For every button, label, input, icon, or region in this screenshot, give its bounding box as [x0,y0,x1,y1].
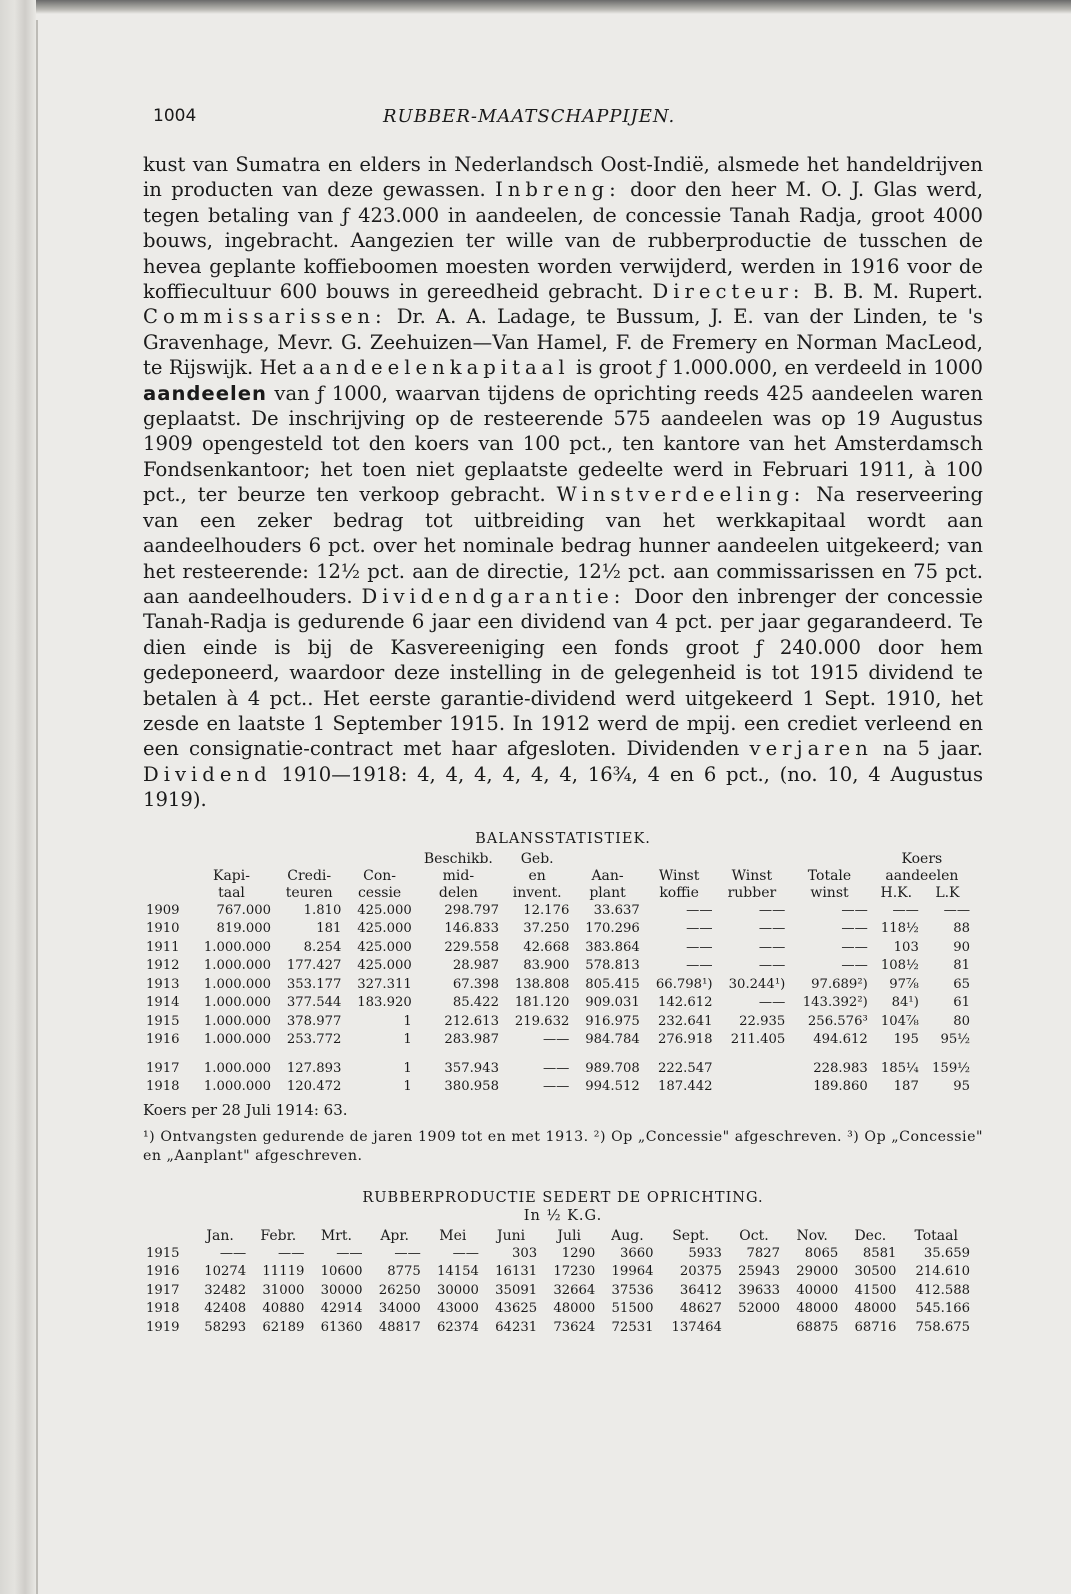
table-cell: 29000 [796,1264,839,1280]
row-year: 1913 [146,976,180,992]
table-cell: 185¼ [880,1060,919,1076]
column-header: Koers [901,850,943,867]
column-header: winst [810,884,849,901]
scan-binding-edge [0,0,36,1594]
row-year: 1918 [146,1079,180,1095]
table-cell: 1.000.000 [203,1032,271,1048]
table-cell: 43625 [495,1301,538,1317]
table-cell: 97.689²) [811,976,868,992]
row-year: 1912 [146,958,180,974]
row-year: 1915 [146,1245,180,1261]
scan-binding-line [36,20,38,1594]
table-cell: 85.422 [452,995,499,1011]
column-header: Sept. [672,1227,710,1244]
spaced-heading-dividend: Dividend [143,762,272,786]
table-cell: 52000 [738,1301,781,1317]
table-cell: 1 [403,1079,412,1095]
table-cell: 8.254 [303,939,342,955]
table-cell: 30500 [854,1264,897,1280]
page-number: 1004 [153,106,197,126]
table-cell: 120.472 [286,1079,342,1095]
table-cell: —— [278,1245,305,1261]
column-header [344,851,414,868]
column-header: mid- [442,867,475,884]
table-cell: 170.296 [585,921,640,937]
table-cell: 80 [953,1013,970,1029]
table-cell: 380.958 [444,1079,499,1095]
table-cell: 65 [953,976,970,992]
table-cell: 229.558 [444,939,499,955]
table-cell: 39633 [738,1282,781,1298]
table-cell: 327.311 [357,976,412,992]
table-cell: 1.000.000 [203,939,271,955]
column-header [143,851,189,868]
balans-title: BALANSSTATISTIEK. [475,830,651,847]
row-year: 1917 [146,1282,180,1298]
table-cell: 35091 [495,1282,538,1298]
row-year: 1911 [146,939,180,955]
table-row [143,1245,973,1264]
table-cell: 425.000 [357,958,412,974]
table-cell: 183.920 [357,995,412,1011]
table-cell: 48000 [553,1301,596,1317]
spaced-heading-kapitaal: aandeelenkapitaal [302,356,570,380]
table-cell: 8775 [387,1264,421,1280]
table-row [143,1263,973,1282]
table-cell: 42.668 [523,939,570,955]
column-header: delen [438,884,478,901]
table-row [143,1282,973,1301]
table-cell: —— [336,1245,363,1261]
column-header: Aan- [591,867,624,884]
table-cell: 95½ [940,1032,970,1048]
table-cell: 48000 [796,1301,839,1317]
productie-title: RUBBERPRODUCTIE SEDERT DE OPRICHTING. [362,1189,764,1206]
column-header: L.K [935,884,960,901]
table-cell: 146.833 [444,921,499,937]
table-cell: 88 [953,921,970,937]
table-cell: 159½ [932,1060,970,1076]
table-row [143,902,973,921]
productie-table [143,1228,973,1338]
table-cell: —— [686,939,713,955]
table-cell: 33.637 [593,902,640,918]
table-row [143,976,973,995]
table-cell: 1.000.000 [203,1060,271,1076]
column-header: teuren [285,884,333,901]
header-row [143,885,973,902]
table-row [143,1031,973,1050]
productie-unit: In ½ K.G. [523,1207,603,1224]
spaced-heading-inbreng: Inbreng: [495,178,621,202]
spaced-heading-winstverdeeling: Winstverdeeling: [556,483,806,507]
text-segment: is groot ƒ 1.000.000, en verdeeld in 1000 [575,356,983,380]
table-cell: 1.000.000 [203,1013,271,1029]
column-header: Mrt. [320,1227,353,1244]
table-cell: 8065 [804,1245,839,1261]
table-cell: 81 [953,958,970,974]
column-header: taal [218,884,245,901]
table-cell: 58293 [204,1319,247,1335]
table-cell: 40000 [796,1282,839,1298]
spaced-heading-commissarissen: Commissarissen: [143,305,387,329]
table-cell: 189.860 [813,1079,868,1095]
table-cell: —— [758,921,786,937]
table-cell: 31000 [262,1282,305,1298]
table-cell: 187 [893,1079,919,1095]
table-cell: 228.983 [813,1060,868,1076]
text-segment: van ƒ 1000, waarvan tijdens de oprichting reeds 425 aandeelen waren geplaatst. De inschrijving op de resteerende 575 aandeelen was op 19 Augustus 1909 opengesteld tot den koers van 100 pct., ten kantore van het Amsterdamsch Fondsenkantoor; het toen niet geplaatste gedeelte werd in Februari 1911, à 100 pct., ter beurze ten verkoop gebracht. [143,381,983,507]
table-cell: 5933 [688,1245,722,1261]
table-cell: 19964 [611,1264,654,1280]
column-header [143,885,189,902]
column-header [189,851,274,868]
row-gap [143,1050,973,1060]
row-year: 1916 [146,1032,180,1048]
spaced-heading-dividendgarantie: Dividendgarantie: [361,584,626,608]
table-cell: 12.176 [523,902,570,918]
text-segment: Door den inbrenger der concessie Tanah-Radja is gedurende 6 jaar een dividend van 4 pct. per jaar gegarandeerd. Te dien einde is bij de Kasvereeniging een fonds groot ƒ 240.000 door hem gedeponeerd, waardoor deze instelling in de gelegenheid is tot 1915 dividend te betalen à 4 pct.. Het eerste garantie-dividend werd uitgekeerd 1 Sept. 1910, het zesde en laatste 1 September 1915. In 1912 werd de mpij. een crediet verleend en een consignatie-contract met haar afgesloten. Dividenden [143,584,983,761]
column-header: Kapi- [213,867,250,884]
table-cell: 222.547 [657,1060,713,1076]
table-cell: 26250 [378,1282,421,1298]
column-header: invent. [512,884,562,901]
table-row [143,994,973,1013]
column-header [788,851,871,868]
table-cell: 138.808 [514,976,570,992]
column-header: Totaal [914,1227,958,1244]
page-header [143,100,983,130]
table-cell: 22.935 [739,1013,786,1029]
column-header: aandeelen [885,867,959,884]
table-cell: 104⅞ [880,1013,919,1029]
column-header: Winst [658,867,700,884]
table-cell: 181.120 [514,995,570,1011]
table-cell: 1.000.000 [203,958,271,974]
table-cell: 68875 [796,1319,839,1335]
table-cell: 30.244¹) [728,976,786,992]
table-cell: —— [686,958,713,974]
column-header: en [528,867,546,884]
table-cell: 42914 [320,1301,363,1317]
table-row [143,920,973,939]
column-header: Mei [439,1227,467,1244]
table-cell: 62189 [262,1319,305,1335]
table-cell: 378.977 [286,1013,342,1029]
table-cell: 35.659 [923,1245,970,1261]
table-cell: 425.000 [357,902,412,918]
table-cell: 17230 [553,1264,596,1280]
table-cell: 494.612 [813,1032,868,1048]
table-cell: 34000 [378,1301,421,1317]
table-cell: 16131 [495,1264,538,1280]
table-cell: 62374 [436,1319,479,1335]
table-cell: 298.797 [444,902,499,918]
table-cell: 30000 [436,1282,479,1298]
header-row [143,851,973,868]
row-year: 1914 [146,995,180,1011]
table-cell: 1.000.000 [203,976,271,992]
table-cell: —— [542,1032,570,1048]
column-header: Geb. [520,850,554,867]
table-cell: —— [892,902,919,918]
table-cell: 283.987 [444,1032,499,1048]
text-segment: na 5 jaar. [883,737,983,761]
table-cell: 25943 [738,1264,781,1280]
table-cell: 909.031 [585,995,640,1011]
table-cell: 195 [893,1032,919,1048]
table-cell: 219.632 [514,1013,570,1029]
table-cell: 20375 [679,1264,722,1280]
column-header [572,851,642,868]
table-cell: 118½ [880,921,919,937]
table-row [143,1060,973,1079]
table-cell: 177.427 [286,958,342,974]
table-cell: 97⅞ [889,976,919,992]
table-cell: 7827 [746,1245,781,1261]
running-title: RUBBER-MAATSCHAPPIJEN. [383,106,676,127]
table-cell: 412.588 [915,1282,970,1298]
table-row [143,957,973,976]
table-cell: 1.000.000 [203,995,271,1011]
table-row [143,1319,973,1338]
table-cell: —— [394,1245,421,1261]
table-cell: 303 [511,1245,538,1261]
table-cell: 1 [403,1013,412,1029]
table-cell: 68716 [854,1319,897,1335]
body-text [143,152,983,813]
column-header: Aug. [611,1227,644,1244]
table-cell: 61 [953,995,970,1011]
table-row [143,1300,973,1319]
koers-note: Koers per 28 Juli 1914: 63. [143,1100,348,1119]
paragraph [143,152,983,813]
table-cell: 66.798¹) [655,976,713,992]
table-cell: 187.442 [657,1079,713,1095]
table-cell: 10274 [204,1264,247,1280]
table-cell: 64231 [495,1319,538,1335]
table-cell: 48627 [679,1301,722,1317]
table-cell: —— [841,939,868,955]
table-cell: —— [686,921,713,937]
row-year: 1915 [146,1013,180,1029]
table-cell: 357.943 [444,1060,499,1076]
table-cell: —— [542,1060,570,1076]
table-cell: 3660 [619,1245,654,1261]
column-header: koffie [659,884,699,901]
text-segment: 1910—1918: 4, 4, 4, 4, 4, 4, 16¾, 4 en 6 pct., (no. 10, 4 Augustus 1919). [143,762,984,812]
row-year: 1917 [146,1060,180,1076]
table-row [143,1013,973,1032]
column-header: Febr. [260,1227,297,1244]
column-header: Con- [363,867,397,884]
table-cell: 41500 [854,1282,897,1298]
table-cell: 211.405 [730,1032,786,1048]
row-year: 1916 [146,1264,180,1280]
table-cell: 984.784 [585,1032,640,1048]
column-header [643,851,716,868]
table-cell: —— [452,1245,479,1261]
text-segment: Na reserveering van een zeker bedrag tot uitbreiding van het werkkapitaal wordt aan aandeelhouders 6 pct. over het nominale bedrag hunner aandeelen uitgekeerd; van het resteerende: 12½ pct. aan de directie, 12½ pct. aan commissarissen en 75 pct. aan aandeelhouders. [143,483,984,608]
scan-top-edge [0,0,1071,14]
column-header: Juli [557,1227,582,1244]
table-cell: 37536 [611,1282,654,1298]
text-segment: door den heer M. O. J. Glas werd, tegen betaling van ƒ 423.000 in aandeelen, de concessie Tanah Radja, groot 4000 bouws, ingebracht. Aangezien ter wille van de rubberproductie de tusschen de hevea geplante koffieboomen moesten worden verwijderd, werden in 1916 voor de koffiecultuur 600 bouws in gereedheid gebracht. [143,178,983,304]
table-cell: 989.708 [585,1060,640,1076]
header-row [143,868,973,885]
table-cell: 545.166 [915,1301,970,1317]
table-cell: 377.544 [286,995,342,1011]
table-cell: —— [758,995,786,1011]
text-segment: B. B. M. Rupert. [813,280,983,304]
header-row [143,1228,973,1245]
table-cell: 36412 [679,1282,722,1298]
table-cell: 48000 [854,1301,897,1317]
table-cell: 67.398 [452,976,499,992]
table-cell: 1290 [561,1245,596,1261]
table-cell: 805.415 [585,976,640,992]
table-cell: —— [758,902,786,918]
footnotes: ¹) Ontvangsten gedurende de jaren 1909 tot en met 1913. ²) Op „Concessie" afgeschreven. ³) Op „Concessie" en „Aanplant" afgeschreven. [143,1128,983,1164]
table-cell: 353.177 [286,976,342,992]
table-cell: 37.250 [523,921,570,937]
table-cell: 214.610 [915,1264,970,1280]
table-cell: 51500 [611,1301,654,1317]
column-header: Oct. [739,1227,769,1244]
table-cell: 425.000 [357,921,412,937]
table-cell: 8581 [862,1245,897,1261]
column-header [143,1228,191,1245]
table-cell: 10600 [320,1264,363,1280]
table-cell: —— [758,939,786,955]
table-cell: 916.975 [585,1013,640,1029]
column-header: Juni [496,1227,526,1244]
table-cell: 578.813 [585,958,640,974]
table-cell: 256.576³ [807,1013,868,1029]
table-cell: 253.772 [286,1032,342,1048]
column-header: H.K. [880,884,913,901]
table-cell: 232.641 [657,1013,713,1029]
table-cell: 28.987 [452,958,499,974]
table-cell [716,1078,789,1097]
table-cell [725,1319,783,1338]
text-segment: kust van Sumatra en elders in Nederlandsch Oost-Indië, alsmede het handeldrijven in producten van deze gewassen. [143,153,983,202]
table-cell: 383.864 [585,939,640,955]
column-header: plant [589,884,626,901]
table-cell: 137464 [671,1319,722,1335]
table-cell: —— [841,921,868,937]
table-cell: 103 [893,939,919,955]
table-cell: 40880 [262,1301,305,1317]
table-cell: 142.612 [657,995,713,1011]
table-cell: 48817 [378,1319,421,1335]
table-cell: 32482 [204,1282,247,1298]
row-year: 1909 [146,902,180,918]
row-year: 1918 [146,1301,180,1317]
table-cell: —— [758,958,786,974]
table-cell: 143.392²) [802,995,868,1011]
spaced-heading-verjaren: verjaren [749,737,873,761]
table-cell: —— [841,902,868,918]
column-header [716,851,789,868]
table-cell: —— [686,902,713,918]
table-cell: 14154 [436,1264,479,1280]
column-header: Jan. [206,1227,234,1244]
table-cell: 127.893 [286,1060,342,1076]
table-cell: 95 [953,1079,970,1095]
column-header: Beschikb. [423,850,493,867]
table-cell: 181 [316,921,342,937]
table-cell: 43000 [436,1301,479,1317]
table-cell: 1 [403,1060,412,1076]
column-header: Nov. [796,1227,828,1244]
page [143,100,983,1337]
table-cell: 994.512 [585,1079,640,1095]
table-cell: 276.918 [657,1032,713,1048]
column-header: Credi- [287,867,332,884]
column-header: Winst [731,867,773,884]
balans-table [143,851,973,1097]
table-cell: 83.900 [523,958,570,974]
table-cell: 425.000 [357,939,412,955]
table-cell [716,1060,789,1079]
table-cell: 32664 [553,1282,596,1298]
table-cell: 84¹) [891,995,919,1011]
table-row [143,939,973,958]
spaced-heading-directeur: Directeur: [652,280,805,304]
table-cell: 90 [953,939,970,955]
table-cell: 1 [403,1032,412,1048]
table-cell: —— [542,1079,570,1095]
bold-heading-aandeelen: aandeelen [143,381,267,405]
row-year: 1919 [146,1319,180,1335]
column-header: rubber [727,884,777,901]
table-cell: 61360 [320,1319,363,1335]
table-cell: 11119 [262,1264,305,1280]
column-header: Dec. [854,1227,887,1244]
column-header [274,851,344,868]
table-cell: 73624 [553,1319,596,1335]
table-cell: 767.000 [216,902,271,918]
table-cell: 1.810 [303,902,342,918]
column-header: Totale [807,867,852,884]
table-cell: —— [219,1245,247,1261]
table-cell: 1.000.000 [203,1079,271,1095]
table-cell: 72531 [611,1319,654,1335]
table-row [143,1078,973,1097]
row-year: 1910 [146,921,180,937]
table-cell: 819.000 [216,921,271,937]
table-cell: 30000 [320,1282,363,1298]
table-cell: —— [943,902,970,918]
table-cell: 212.613 [444,1013,499,1029]
column-header [143,868,189,885]
table-cell: 108½ [880,958,919,974]
text-segment: Dr. A. A. Ladage, te Bussum, J. E. van der Linden, te 's Gravenhage, Mevr. G. Zeehuizen—Van Hamel, F. de Fremery en Norman MacLeod, te Rijswijk. Het [143,305,984,380]
table-cell: 42408 [204,1301,247,1317]
table-cell: —— [841,958,868,974]
column-header: Apr. [380,1227,409,1244]
column-header: cessie [357,884,402,901]
table-cell: 758.675 [915,1319,970,1335]
